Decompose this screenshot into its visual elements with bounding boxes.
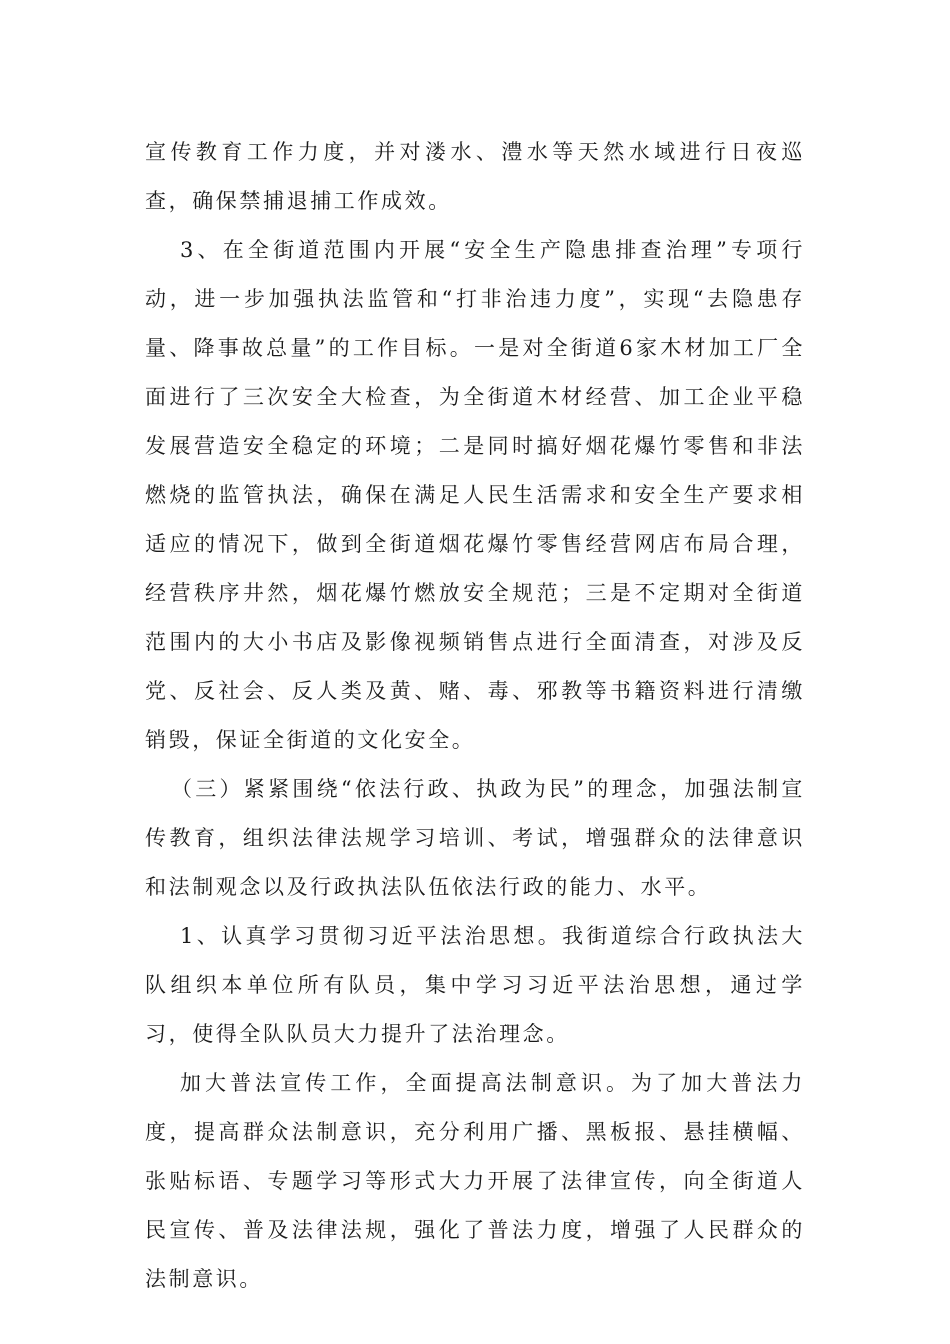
document-body (145, 128, 805, 1304)
paragraph-item-3: 3、在全街道范围内开展“安全生产隐患排查治理”专项行动，进一步加强执法监管和“打非治违力度”，实现“去隐患存量、降事故总量”的工作目标。一是对全街道6家木材加工厂全面进行了三次安全大检查，为全街道木材经营、加工企业平稳发展营造安全稳定的环境；二是同时搞好烟花爆竹零售和非法燃烧的监管执法，确保在满足人民生活需求和安全生产要求相适应的情况下，做到全街道烟花爆竹零售经营网店布局合理，经营秩序井然，烟花爆竹燃放安全规范；三是不定期对全街道范围内的大小书店及影像视频销售点进行全面清查，对涉及反党、反社会、反人类及黄、赌、毒、邪教等书籍资料进行清缴销毁，保证全街道的文化安全。 (145, 238, 805, 752)
paragraph-publicity: 加大普法宣传工作，全面提高法制意识。为了加大普法力度，提高群众法制意识，充分利用广播、黑板报、悬挂横幅、张贴标语、专题学习等形式大力开展了法律宣传，向全街道人民宣传、普及法律法规，强化了普法力度，增强了人民群众的法制意识。 (145, 1071, 805, 1291)
paragraph-item-1: 1、认真学习贯彻习近平法治思想。我街道综合行政执法大队组织本单位所有队员，集中学习习近平法治思想，通过学习，使得全队队员大力提升了法治理念。 (145, 924, 805, 1046)
paragraph-continuation: 宣传教育工作力度，并对溇水、澧水等天然水域进行日夜巡查，确保禁捕退捕工作成效。 (145, 140, 805, 213)
paragraph-section-3: （三）紧紧围绕“依法行政、执政为民”的理念，加强法制宣传教育，组织法律法规学习培训、考试，增强群众的法律意识和法制观念以及行政执法队伍依法行政的能力、水平。 (145, 777, 805, 899)
